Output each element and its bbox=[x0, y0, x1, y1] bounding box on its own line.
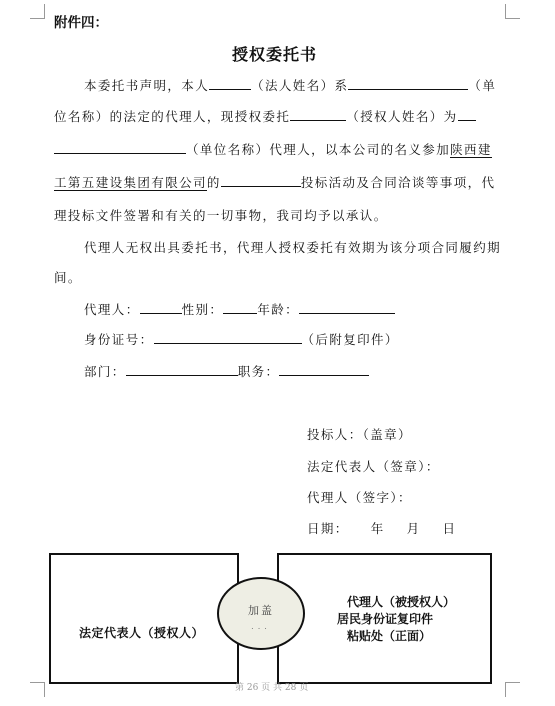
project-blank[interactable] bbox=[221, 175, 301, 187]
paragraph-1-line-2: 位名称）的法定的代理人，现授权委托 （授权人姓名）为 bbox=[54, 107, 476, 125]
page-corner-mark bbox=[505, 4, 520, 19]
position-blank[interactable] bbox=[279, 364, 369, 376]
bidder-seal-line: 投标人：（盖章） bbox=[307, 427, 412, 442]
company-name-part2: 工第五建设集团有限公司 bbox=[54, 175, 207, 190]
id-number-row: 身份证号： （后附复印件） bbox=[84, 332, 399, 347]
unit-name-blank[interactable] bbox=[348, 78, 468, 90]
seal-dots: ... bbox=[251, 622, 271, 631]
legal-rep-id-box-label: 法定代表人（授权人） bbox=[79, 626, 205, 640]
paragraph-1-line-5: 理投标文件签署和有关的一切事物，我司均予以承认。 bbox=[54, 208, 388, 223]
legal-rep-id-box bbox=[49, 553, 239, 684]
company-name-part1: 陕西建 bbox=[450, 142, 492, 157]
paragraph-1-line-4: 工第五建设集团有限公司的 投标活动及合同洽谈等事项，代 bbox=[54, 175, 496, 190]
agent-sign-line: 代理人（签字）： bbox=[307, 490, 412, 505]
legal-rep-sign-line: 法定代表人（签章）： bbox=[307, 459, 440, 474]
page-number: 第 26 页 共 28 页 bbox=[235, 683, 309, 693]
page-corner-mark bbox=[30, 4, 45, 19]
authorizer-unit-blank-b[interactable] bbox=[54, 142, 186, 154]
paragraph-1-line-3: （单位名称）代理人，以本公司的名义参加陕西建 bbox=[54, 140, 492, 158]
attachment-label: 附件四： bbox=[54, 15, 108, 31]
paragraph-1-line-1: 本委托书声明，本人 （法人姓名）系 （单 bbox=[84, 78, 497, 93]
document-title: 授权委托书 bbox=[232, 45, 318, 64]
id-number-blank[interactable] bbox=[154, 332, 302, 344]
department-row: 部门： 职务： bbox=[84, 362, 369, 380]
page-corner-mark bbox=[30, 682, 45, 697]
agent-id-box-line-2: 居民身份证复印件 bbox=[337, 612, 434, 626]
paragraph-2-line-1: 代理人无权出具委托书，代理人授权委托有效期为该分项合同履约期 bbox=[84, 240, 502, 255]
authorizer-name-blank[interactable] bbox=[290, 109, 346, 121]
agent-id-box-line-3: 粘贴处（正面） bbox=[347, 629, 432, 643]
agent-id-box-line-1: 代理人（被授权人） bbox=[347, 595, 456, 609]
gender-blank[interactable] bbox=[223, 302, 257, 314]
seal-label: 加盖 bbox=[248, 604, 274, 617]
seal-circle bbox=[217, 577, 305, 650]
age-blank[interactable] bbox=[299, 302, 395, 314]
paragraph-2-line-2: 间。 bbox=[54, 270, 82, 285]
page-corner-mark bbox=[505, 682, 520, 697]
legal-name-blank[interactable] bbox=[209, 78, 251, 90]
agent-name-blank[interactable] bbox=[140, 302, 182, 314]
date-line: 日期： 年 月 日 bbox=[307, 521, 457, 536]
department-blank[interactable] bbox=[126, 364, 238, 376]
authorizer-unit-blank-a[interactable] bbox=[458, 109, 476, 121]
agent-info-row: 代理人： 性别： 年龄： bbox=[84, 300, 395, 318]
agent-id-box bbox=[277, 553, 492, 684]
